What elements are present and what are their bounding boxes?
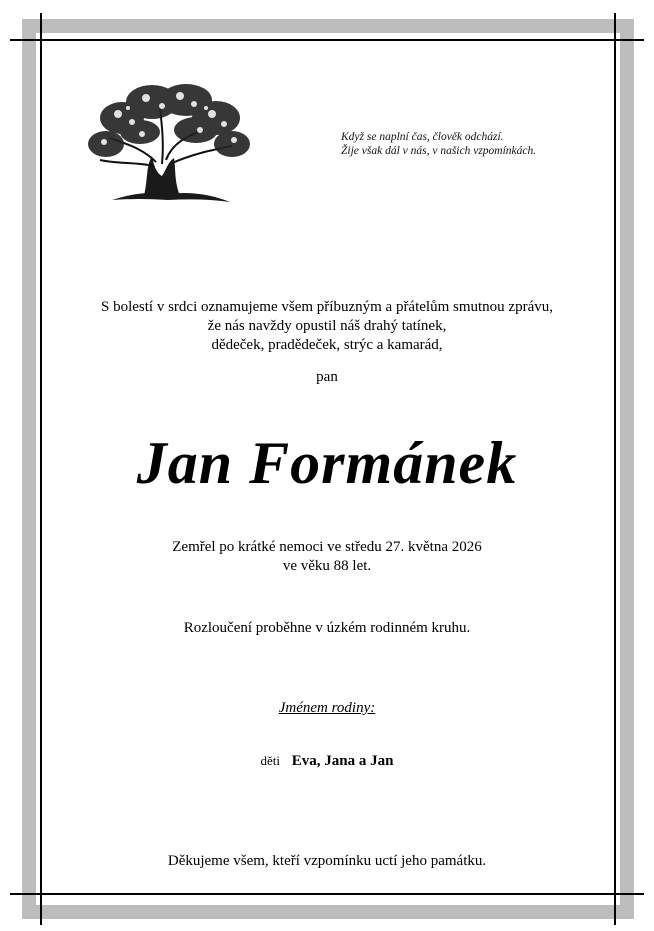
announcement-line-3: dědeček, pradědeček, strýc a kamarád,: [211, 337, 443, 353]
death-info: [40, 538, 614, 576]
frame-top-line: [10, 39, 644, 41]
children-names: Eva, Jana a Jan: [291, 753, 394, 769]
deceased-name: Jan Formánek: [136, 430, 518, 496]
quote-line-1: Když se naplní čas, člověk odchází.: [341, 131, 504, 143]
family-label: Jménem rodiny:: [278, 700, 376, 716]
announcement-line-1: S bolestí v srdci oznamujeme všem příbuzným a přátelům smutnou zprávu,: [101, 299, 553, 315]
announcement-line-2: že nás navždy opustil náš drahý tatínek,: [207, 318, 447, 334]
quote-line-2: Žije však dál v nás, v našich vzpomínkách.: [341, 145, 537, 157]
announcement-text: [40, 298, 614, 355]
thanks-text: Děkujeme všem, kteří vzpomínku uctí jeho památku.: [167, 853, 487, 869]
farewell-info: Rozloučení proběhne v úzkém rodinném kruhu.: [183, 620, 471, 636]
frame-bottom-bar: [22, 905, 634, 919]
quote: [341, 130, 631, 158]
death-info-line-2: ve věku 88 let.: [282, 558, 372, 574]
frame-left-bar: [22, 19, 36, 919]
frame-bottom-line: [10, 893, 644, 895]
death-info-line-1: Zemřel po krátké nemoci ve středu 27. května 2026: [172, 539, 482, 555]
salutation: pan: [316, 369, 338, 385]
frame-top-bar: [22, 19, 634, 33]
children-prefix: děti: [260, 753, 281, 768]
children-line: [40, 753, 614, 770]
tree-icon: [82, 78, 254, 208]
